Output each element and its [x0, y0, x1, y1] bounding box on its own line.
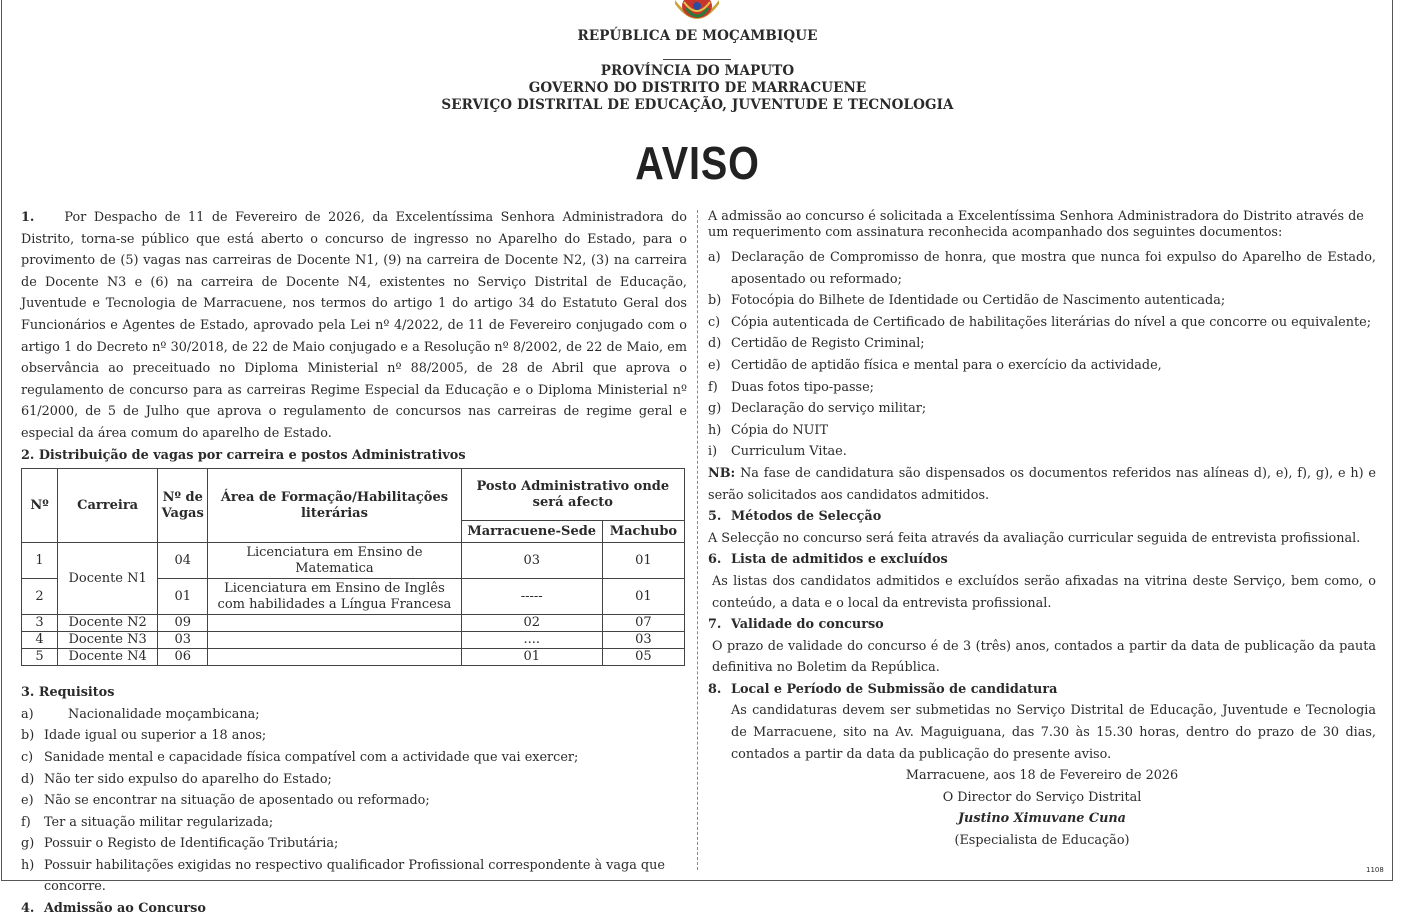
- paragraph-1-text: Por Despacho de 11 de Fevereiro de 2026, da Excelentíssima Senhora Administradora do Distrito, torna-se público que está aberto o concurso de ingresso no Aparelho do Estado, para o provimento de (5) vagas nas carreiras de Docente N1, (9) na carreira de Docente N2, (3) na carreira de Docente N3 e (6) na carreira de Docente N4, existentes no Serviço Distrital de Educação, Juventude e Tecnologia de Marracuene, nos termos do artigo 1 do artigo 34 do Estatuto Geral dos Funcionários e Agentes de Estado, aprovado pela Lei nº 4/2022, de 11 de Fevereiro conjugado com o artigo 1 do Decreto nº 30/2018, de 22 de Maio conjugado e a Resolução nº 8/2002, de 22 de Maio, em observância ao preceituado no Diploma Ministerial nº 88/2005, de 28 de Abril que aprova o regulamento de concurso para as carreiras Regime Especial da Educação e o Diploma Ministerial nº 61/2000, de 5 de Julho que aprova o regulamento de concursos nas carreiras de regime geral e especial da área comum do aparelho de Estado.: [21, 210, 687, 441]
- section-8-label: Local e Período de Submissão de candidatura: [731, 681, 1058, 697]
- th-carreira: Carreira: [58, 469, 158, 543]
- item-text: Sanidade mental e capacidade física compatível com a actividade que vai exercer;: [44, 749, 579, 765]
- section-8-text: As candidaturas devem ser submetidas no Serviço Distrital de Educação, Juventude e Tecnologia de Marracuene, sito na Av. Maguiguana, das 7.30 às 15.30 horas, dentro do prazo de 30 dias, contados a partir da data da publicação do presente aviso.: [731, 703, 1376, 762]
- cell-area: [208, 615, 461, 632]
- list-item: [708, 290, 1376, 312]
- item-text: Não se encontrar na situação de aposentado ou reformado;: [44, 793, 430, 809]
- section-7-text: O prazo de validade do concurso é de 3 (três) anos, contados a partir da data de publicação da pauta definitiva no Boletim da República.: [712, 638, 1376, 676]
- item-text: Cópia do NUIT: [731, 422, 829, 438]
- cell-carreira: Docente N4: [58, 649, 158, 666]
- signature-name: Justino Ximuvane Cuna: [958, 811, 1126, 827]
- footer-code: 1108: [1366, 866, 1384, 874]
- section-6-label: Lista de admitidos e excluídos: [731, 552, 948, 568]
- cell-machubo: 05: [602, 649, 684, 666]
- list-item: [708, 355, 1376, 377]
- section-8-number: 8.: [708, 681, 722, 697]
- item-text: Ter a situação militar regularizada;: [44, 814, 274, 830]
- cell-machubo: 01: [602, 579, 684, 615]
- list-item: [21, 812, 687, 834]
- cell-sede: 02: [461, 615, 602, 632]
- item-text: Certidão de aptidão física e mental para o exercício da actividade,: [731, 357, 1162, 373]
- documents-list: [708, 247, 1376, 463]
- item-text: Declaração do serviço militar;: [731, 401, 927, 417]
- cell-vagas: 09: [158, 615, 208, 632]
- left-column: [21, 207, 687, 920]
- cell-number: 1: [22, 543, 58, 579]
- list-item: [21, 855, 687, 898]
- item-text: Duas fotos tipo-passe;: [731, 379, 874, 395]
- item-key: a): [21, 706, 34, 722]
- list-item: [708, 247, 1376, 290]
- cell-vagas: 03: [158, 632, 208, 649]
- paragraph-1-number: 1.: [21, 210, 35, 225]
- cell-machubo: 01: [602, 543, 684, 579]
- item-key: f): [708, 379, 718, 395]
- cell-vagas: 06: [158, 649, 208, 666]
- item-text: Fotocópia do Bilhete de Identidade ou Certidão de Nascimento autenticada;: [731, 293, 1226, 309]
- item-text: Declaração de Compromisso de honra, que mostra que nunca foi expulso do Aparelho de Estado, aposentado ou reformado;: [731, 250, 1376, 287]
- section-5-text: A Selecção no concurso será feita através da avaliação curricular seguida de entrevista profissional.: [708, 530, 1361, 546]
- header-underline: [663, 59, 731, 60]
- header-district: GOVERNO DO DISTRITO DE MARRACUENE: [528, 80, 867, 96]
- section-3-title: 3. Requisitos: [21, 685, 115, 701]
- item-text: Certidão de Registo Criminal;: [731, 336, 925, 352]
- list-item: [708, 333, 1376, 355]
- list-item: [21, 747, 687, 769]
- cell-carreira: Docente N3: [58, 632, 158, 649]
- paragraph-1: [21, 207, 687, 445]
- list-item: [708, 312, 1376, 334]
- cell-carreira: Docente N2: [58, 615, 158, 632]
- item-key: e): [708, 357, 721, 373]
- item-key: d): [21, 771, 35, 787]
- th-machubo: Machubo: [602, 521, 684, 543]
- table-row: [22, 632, 685, 649]
- signature-role: (Especialista de Educação): [954, 833, 1130, 849]
- item-key: i): [708, 444, 718, 460]
- cell-machubo: 07: [602, 615, 684, 632]
- section-6-text: As listas dos candidatos admitidos e excluídos serão afixadas na vitrina deste Serviço, bem como, o conteúdo, a data e o local da entrevista profissional.: [712, 573, 1376, 611]
- item-text: Cópia autenticada de Certificado de habilitações literárias do nível a que concorre ou equivalente;: [731, 314, 1372, 330]
- right-column: [708, 209, 1376, 852]
- section-7-number: 7.: [708, 617, 722, 633]
- cell-area: Licenciatura em Ensino de Inglês com habilidades a Língua Francesa: [208, 579, 461, 615]
- item-key: c): [21, 749, 34, 765]
- item-text: Possuir habilitações exigidas no respectivo qualificador Profissional correspondente à vaga que concorre.: [44, 857, 665, 895]
- page-title: AVISO: [635, 137, 760, 189]
- cell-machubo: 03: [602, 632, 684, 649]
- cell-vagas: 01: [158, 579, 208, 615]
- list-item: [708, 377, 1376, 399]
- column-divider: [697, 210, 698, 870]
- cell-area: [208, 649, 461, 666]
- th-vagas: Nº de Vagas: [158, 469, 208, 543]
- table-row: [22, 615, 685, 632]
- list-item: [708, 420, 1376, 442]
- item-key: f): [21, 814, 31, 830]
- cell-number: 4: [22, 632, 58, 649]
- th-sede: Marracuene-Sede: [461, 521, 602, 543]
- cell-area: [208, 632, 461, 649]
- cell-sede: ....: [461, 632, 602, 649]
- item-text: Curriculum Vitae.: [731, 444, 847, 460]
- section-7-label: Validade do concurso: [731, 617, 884, 633]
- section-6-number: 6.: [708, 552, 722, 568]
- item-key: b): [21, 728, 35, 744]
- cell-number: 2: [22, 579, 58, 615]
- section-4-title: [21, 898, 687, 920]
- cell-number: 5: [22, 649, 58, 666]
- section-2-title: 2. Distribuição de vagas por carreira e postos Administrativos: [21, 447, 466, 463]
- list-item: [21, 790, 687, 812]
- admission-intro: A admissão ao concurso é solicitada a Excelentíssima Senhora Administradora do Distrito através de um requerimento com assinatura reconhecida acompanhado dos seguintes documentos:: [708, 209, 1364, 240]
- section-5-number: 5.: [708, 509, 722, 525]
- cell-sede: 03: [461, 543, 602, 579]
- list-item: [21, 725, 687, 747]
- item-text: Possuir o Registo de Identificação Tributária;: [44, 836, 339, 852]
- th-area: Área de Formação/Habilitações literárias: [208, 469, 461, 543]
- header-service: SERVIÇO DISTRITAL DE EDUCAÇÃO, JUVENTUDE E TECNOLOGIA: [441, 97, 954, 113]
- nb-note: [708, 463, 1376, 506]
- list-item: [21, 833, 687, 855]
- item-key: g): [21, 836, 35, 852]
- table-row: [22, 649, 685, 666]
- th-posto: Posto Administrativo onde será afecto: [461, 469, 684, 521]
- section-5-title: [708, 506, 1376, 528]
- item-text: Idade igual ou superior a 18 anos;: [44, 728, 267, 744]
- section-4-number: 4.: [21, 901, 35, 917]
- requirements-list: [21, 704, 687, 898]
- item-key: a): [708, 250, 721, 265]
- coat-of-arms-emblem: [672, 0, 722, 26]
- nb-label: NB:: [708, 465, 736, 481]
- table-row: [22, 543, 685, 579]
- item-text: Não ter sido expulso do aparelho do Estado;: [44, 771, 332, 787]
- signature-director: O Director do Serviço Distrital: [942, 789, 1142, 805]
- th-number: Nº: [22, 469, 58, 543]
- item-key: e): [21, 793, 34, 809]
- section-6-title: [708, 549, 1376, 571]
- cell-area: Licenciatura em Ensino de Matematica: [208, 543, 461, 579]
- item-key: c): [708, 314, 721, 330]
- signature-place-date: Marracuene, aos 18 de Fevereiro de 2026: [905, 768, 1179, 784]
- item-key: h): [21, 857, 35, 873]
- item-key: b): [708, 293, 722, 309]
- nb-text: Na fase de candidatura são dispensados os documentos referidos nas alíneas d), e), f), g), e h) e serão solicitados aos candidatos admitidos.: [708, 465, 1376, 503]
- cell-number: 3: [22, 615, 58, 632]
- cell-carreira: Docente N1: [58, 543, 158, 615]
- item-text: Nacionalidade moçambicana;: [68, 706, 260, 722]
- vacancy-table: [21, 468, 685, 666]
- list-item: [708, 398, 1376, 420]
- section-7-title: [708, 614, 1376, 636]
- item-key: d): [708, 336, 722, 352]
- section-5-label: Métodos de Selecção: [731, 509, 882, 525]
- section-8-title: [708, 679, 1376, 701]
- cell-sede: -----: [461, 579, 602, 615]
- header-republic: REPÚBLICA DE MOÇAMBIQUE: [577, 28, 818, 44]
- section-4-label: Admissão ao Concurso: [44, 901, 206, 917]
- cell-sede: 01: [461, 649, 602, 666]
- list-item: [708, 441, 1376, 463]
- header-province: PROVÍNCIA DO MAPUTO: [600, 63, 795, 79]
- cell-vagas: 04: [158, 543, 208, 579]
- item-key: g): [708, 401, 722, 417]
- list-item: [21, 769, 687, 791]
- list-item: [21, 704, 687, 726]
- item-key: h): [708, 422, 722, 438]
